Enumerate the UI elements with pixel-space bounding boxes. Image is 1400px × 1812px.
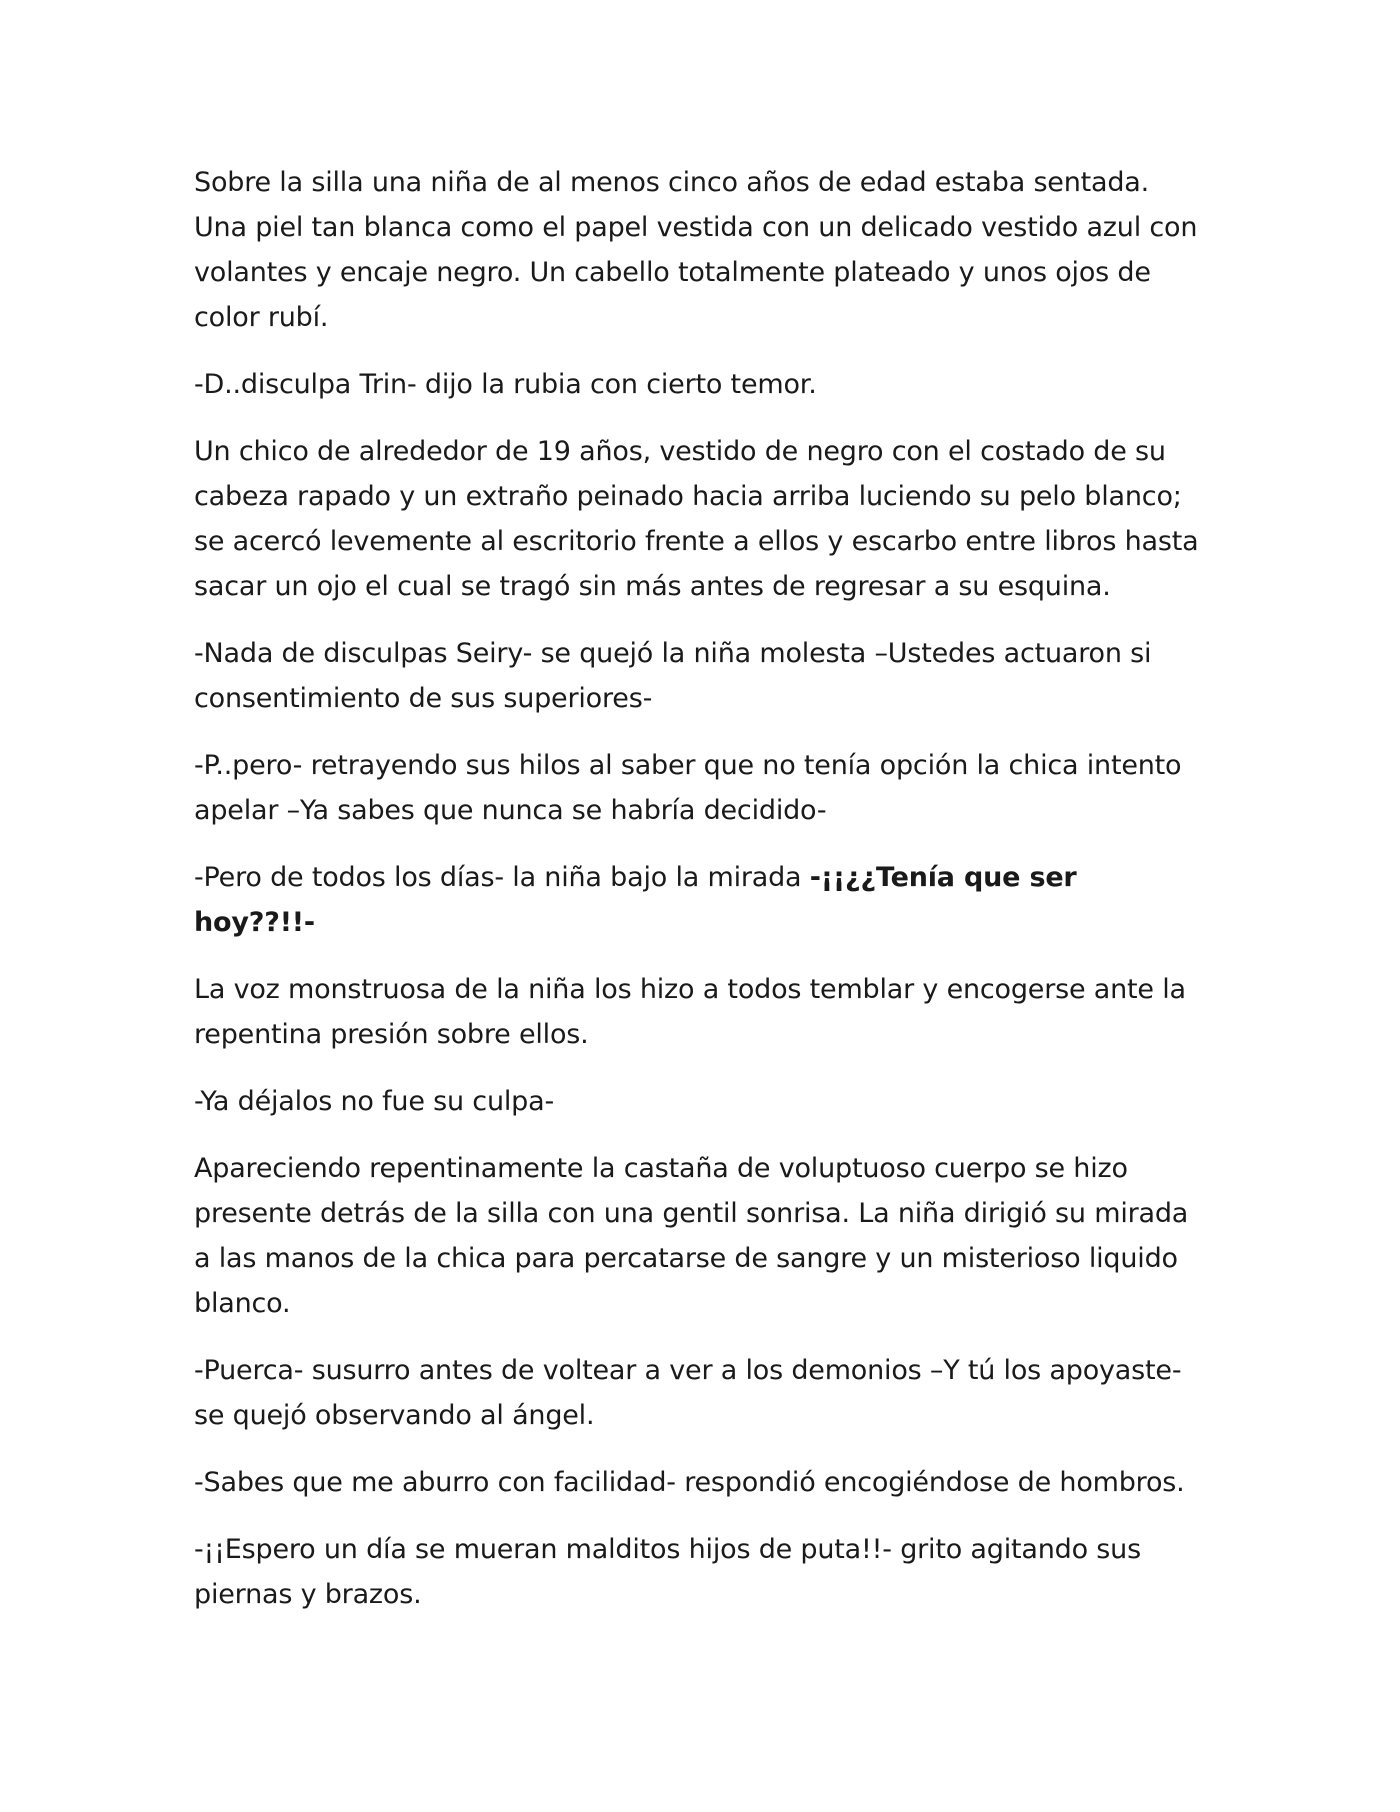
paragraph-1: Sobre la silla una niña de al menos cinco años de edad estaba sentada. Una piel tan blanca como el papel vestida con un delicado vestido azul con volantes y encaje negro. Un cabello totalmente plateado y unos ojos de color rubí. [194,167,1198,333]
paragraph-11: -Sabes que me aburro con facilidad- respondió encogiéndose de hombros. [194,1467,1185,1498]
paragraph-7: La voz monstruosa de la niña los hizo a todos temblar y encogerse ante la repentina presión sobre ellos. [194,974,1186,1050]
paragraph-6-text: -Pero de todos los días- la niña bajo la mirada [194,862,810,893]
paragraph-5: -P..pero- retrayendo sus hilos al saber que no tenía opción la chica intento apelar –Ya sabes que nunca se habría decidido- [194,750,1182,826]
paragraph-8: -Ya déjalos no fue su culpa- [194,1086,554,1117]
paragraph-12: -¡¡Espero un día se mueran malditos hijos de puta!!- grito agitando sus piernas y brazos. [194,1534,1141,1610]
paragraph-10: -Puerca- susurro antes de voltear a ver a los demonios –Y tú los apoyaste- se quejó observando al ángel. [194,1355,1182,1431]
paragraph-9: Apareciendo repentinamente la castaña de voluptuoso cuerpo se hizo presente detrás de la silla con una gentil sonrisa. La niña dirigió su mirada a las manos de la chica para percatarse de sangre y un misterioso liquido blanco. [194,1153,1189,1319]
paragraph-2: -D..disculpa Trin- dijo la rubia con cierto temor. [194,369,817,400]
paragraph-6-bold-shout: -¡¡¿¿Tenía que ser hoy??!!- [194,862,1077,938]
paragraph-6 [194,855,1206,945]
paragraph-3: Un chico de alrededor de 19 años, vestido de negro con el costado de su cabeza rapado y un extraño peinado hacia arriba luciendo su pelo blanco; se acercó levemente al escritorio frente a ellos y escarbo entre libros hasta sacar un ojo el cual se tragó sin más antes de regresar a su esquina. [194,436,1199,602]
document-body [194,160,1206,1639]
paragraph-4: -Nada de disculpas Seiry- se quejó la niña molesta –Ustedes actuaron si consentimiento de sus superiores- [194,638,1152,714]
